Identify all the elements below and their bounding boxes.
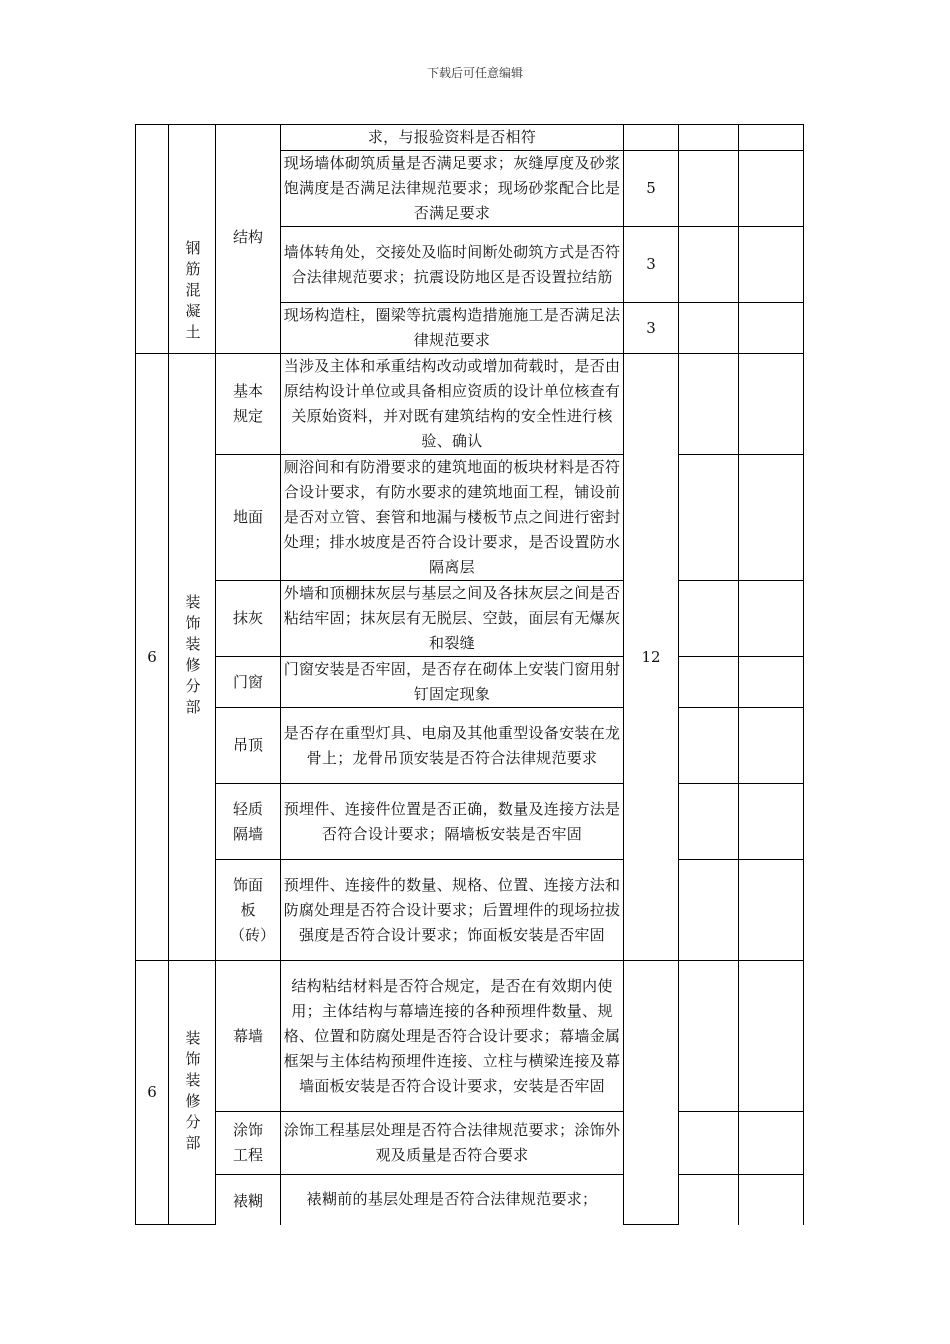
empty-cell — [679, 961, 739, 1112]
score-cell — [624, 961, 679, 1225]
score-cell: 3 — [624, 303, 679, 354]
empty-cell — [679, 303, 739, 354]
group-name: 轻质隔墙 — [216, 784, 281, 860]
page-header: 下载后可任意编辑 — [426, 66, 523, 80]
category-label: 装饰装修分部 — [183, 594, 202, 720]
table-row — [136, 1175, 804, 1225]
empty-cell — [739, 860, 804, 961]
group-name: 地面 — [216, 455, 281, 581]
requirement-cell: 厕浴间和有防滑要求的建筑地面的板块材料是否符合设计要求，有防水要求的建筑地面工程，铺设前是否对立管、套管和地漏与楼板节点之间进行密封处理；排水坡度是否符合设计要求，是否设置防水隔离层 — [281, 455, 624, 581]
table-row — [136, 860, 804, 961]
score-cell: 12 — [624, 354, 679, 961]
requirement-cell: 现场构造柱，圈梁等抗震构造措施施工是否满足法律规范要求 — [281, 303, 624, 354]
empty-cell — [739, 125, 804, 151]
table-row — [136, 354, 804, 455]
section-number — [136, 125, 169, 354]
empty-cell — [739, 657, 804, 708]
score-cell: 5 — [624, 151, 679, 227]
requirement-cell: 当涉及主体和承重结构改动或增加荷载时，是否由原结构设计单位或具备相应资质的设计单位核查有关原始资料，并对既有建筑结构的安全性进行核验、确认 — [281, 354, 624, 455]
requirement-cell: 预埋件、连接件的数量、规格、位置、连接方法和防腐处理是否符合设计要求；后置埋件的现场拉拔强度是否符合设计要求；饰面板安装是否牢固 — [281, 860, 624, 961]
group-name: 涂饰工程 — [216, 1112, 281, 1175]
requirement-cell: 裱糊前的基层处理是否符合法律规范要求； — [281, 1175, 624, 1225]
group-name: 裱糊 — [216, 1175, 281, 1225]
empty-cell — [739, 708, 804, 784]
empty-cell — [739, 303, 804, 354]
table-row — [136, 1112, 804, 1175]
empty-cell — [739, 354, 804, 455]
table-row — [136, 125, 804, 151]
empty-cell — [739, 581, 804, 657]
section-category — [169, 354, 216, 961]
inspection-table — [135, 124, 804, 1225]
empty-cell — [679, 125, 739, 151]
section-category — [169, 961, 216, 1225]
requirement-cell: 求，与报验资料是否相符 — [281, 125, 624, 151]
empty-cell — [739, 227, 804, 303]
table-row — [136, 657, 804, 708]
empty-cell — [739, 1175, 804, 1225]
table-row — [136, 961, 804, 1112]
table-row — [136, 784, 804, 860]
group-name: 幕墙 — [216, 961, 281, 1112]
group-name: 抹灰 — [216, 581, 281, 657]
empty-cell — [679, 581, 739, 657]
score-cell: 3 — [624, 227, 679, 303]
empty-cell — [679, 354, 739, 455]
group-name: 基本规定 — [216, 354, 281, 455]
requirement-cell: 墙体转角处，交接处及临时间断处砌筑方式是否符合法律规范要求；抗震设防地区是否设置拉结筋 — [281, 227, 624, 303]
category-label: 装饰装修分部 — [183, 1029, 202, 1156]
score-cell — [624, 125, 679, 151]
table-row — [136, 708, 804, 784]
section-number: 6 — [136, 961, 169, 1225]
table-row — [136, 581, 804, 657]
empty-cell — [679, 860, 739, 961]
requirement-cell: 现场墙体砌筑质量是否满足要求；灰缝厚度及砂浆饱满度是否满足法律规范要求；现场砂浆配合比是否满足要求 — [281, 151, 624, 227]
section-number: 6 — [136, 354, 169, 961]
section-category — [169, 125, 216, 354]
empty-cell — [679, 227, 739, 303]
empty-cell — [679, 151, 739, 227]
empty-cell — [679, 1175, 739, 1225]
table-row — [136, 455, 804, 581]
group-name: 饰面板（砖） — [216, 860, 281, 961]
empty-cell — [739, 961, 804, 1112]
empty-cell — [739, 1112, 804, 1175]
requirement-cell: 结构粘结材料是否符合规定，是否在有效期内使用；主体结构与幕墙连接的各种预埋件数量、规格、位置和防腐处理是否符合设计要求；幕墙金属框架与主体结构预埋件连接、立柱与横梁连接及幕墙面板安装是否符合设计要求，安装是否牢固 — [281, 961, 624, 1112]
empty-cell — [739, 455, 804, 581]
requirement-cell: 外墙和顶棚抹灰层与基层之间及各抹灰层之间是否粘结牢固；抹灰层有无脱层、空鼓，面层有无爆灰和裂缝 — [281, 581, 624, 657]
empty-cell — [739, 151, 804, 227]
group-name: 门窗 — [216, 657, 281, 708]
group-name: 吊顶 — [216, 708, 281, 784]
requirement-cell: 预埋件、连接件位置是否正确，数量及连接方法是否符合设计要求；隔墙板安装是否牢固 — [281, 784, 624, 860]
requirement-cell: 涂饰工程基层处理是否符合法律规范要求；涂饰外观及质量是否符合要求 — [281, 1112, 624, 1175]
empty-cell — [679, 1112, 739, 1175]
empty-cell — [679, 708, 739, 784]
empty-cell — [679, 657, 739, 708]
empty-cell — [679, 784, 739, 860]
requirement-cell: 是否存在重型灯具、电扇及其他重型设备安装在龙骨上；龙骨吊顶安装是否符合法律规范要求 — [281, 708, 624, 784]
category-label: 钢筋混凝土 — [183, 240, 202, 345]
group-name: 结构 — [216, 125, 281, 354]
empty-cell — [679, 455, 739, 581]
empty-cell — [739, 784, 804, 860]
requirement-cell: 门窗安装是否牢固，是否存在砌体上安装门窗用射钉固定现象 — [281, 657, 624, 708]
